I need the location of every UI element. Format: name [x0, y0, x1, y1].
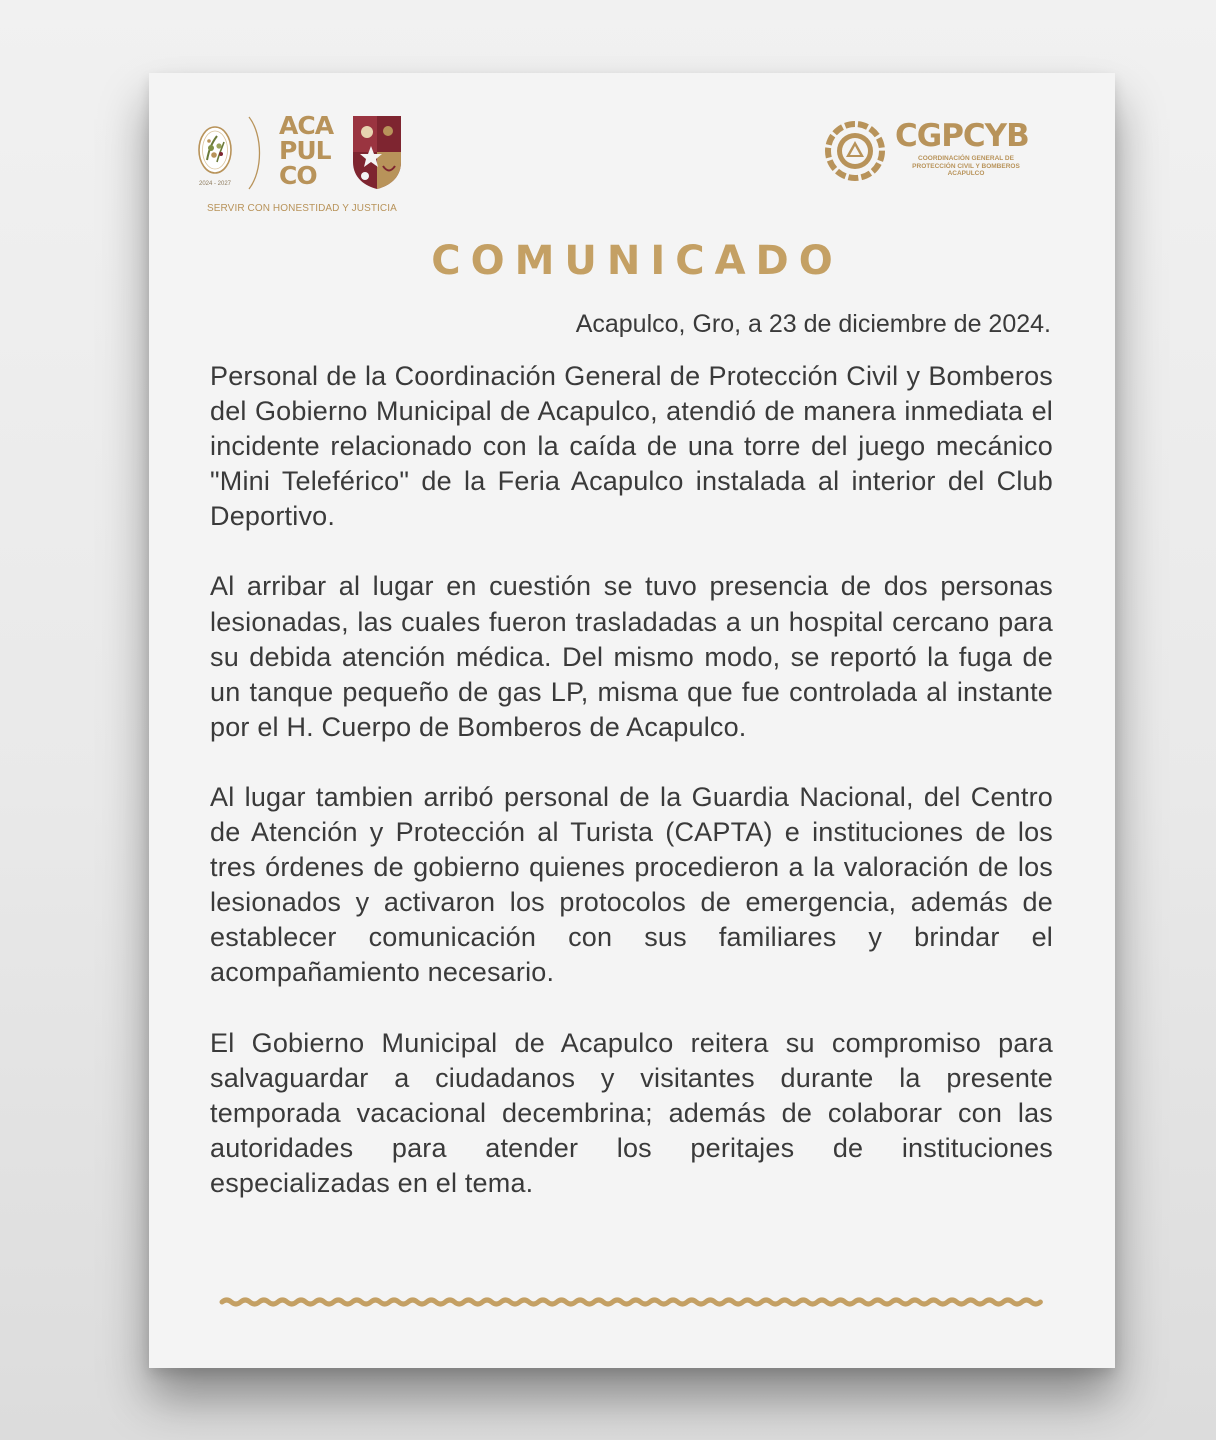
- municipal-seal-icon: [197, 124, 233, 176]
- cgpcyb-subtitle-line: ACAPULCO: [947, 170, 985, 177]
- logo-divider-arc: [245, 115, 265, 191]
- wordmark-line: ACA: [279, 111, 334, 140]
- administration-years: 2024 - 2027: [198, 181, 232, 187]
- acapulco-government-logo: [195, 111, 415, 221]
- cgpcyb-acronym: CGPCYB: [895, 118, 1029, 154]
- wordmark-line: CO: [279, 161, 317, 190]
- document-date: Acapulco, Gro, a 23 de diciembre de 2024.: [575, 310, 1051, 338]
- cgpcyb-subtitle-line: COORDINACIÓN GENERAL DE: [918, 155, 1014, 162]
- body-paragraph: Al lugar tambien arribó personal de la Guardia Nacional, del Centro de Atención y Protección al Turista (CAPTA) e instituciones de los tres órdenes de gobierno quienes procedieron a la valoración de los lesionados y activaron los protocolos de emergencia, además de establecer comunicación con sus familiares y brindar el acompañamiento necesario.: [210, 781, 1053, 988]
- document-title: COMUNICADO: [431, 238, 843, 284]
- body-paragraph: Al arribar al lugar en cuestión se tuvo presencia de dos personas lesionadas, las cuales fueron trasladadas a un hospital cercano para su debida atención médica. Del mismo modo, se reportó la fuga de un tanque pequeño de gas LP, misma que fue controlada al instante por el H. Cuerpo de Bomberos de Acapulco.: [210, 571, 1053, 742]
- footer-wave-ornament: [219, 1295, 1049, 1309]
- cgpcyb-full-name: [901, 155, 1031, 178]
- cgpcyb-logo: [825, 118, 1045, 185]
- civil-protection-emblem-icon: [825, 121, 885, 181]
- document-page: [149, 73, 1115, 1368]
- acapulco-wordmark: [279, 113, 339, 188]
- wordmark-line: PUL: [279, 136, 331, 165]
- acapulco-shield-icon: [351, 114, 403, 190]
- government-motto: SERVIR CON HONESTIDAD Y JUSTICIA: [207, 203, 397, 214]
- document-body: [210, 359, 1053, 1236]
- cgpcyb-subtitle-line: PROTECCIÓN CIVIL Y BOMBEROS: [912, 162, 1020, 170]
- body-paragraph: Personal de la Coordinación General de Protección Civil y Bomberos del Gobierno Municipal de Acapulco, atendió de manera inmediata el incidente relacionado con la caída de una torre del juego mecánico "Mini Teleférico" de la Feria Acapulco instalada al interior del Club Deportivo.: [210, 361, 1053, 532]
- body-paragraph: El Gobierno Municipal de Acapulco reitera su compromiso para salvaguardar a ciudadanos y visitantes durante la presente temporada vacacional decembrina; además de colaborar con las autoridades para atender los peritajes de instituciones especializadas en el tema.: [210, 1027, 1053, 1198]
